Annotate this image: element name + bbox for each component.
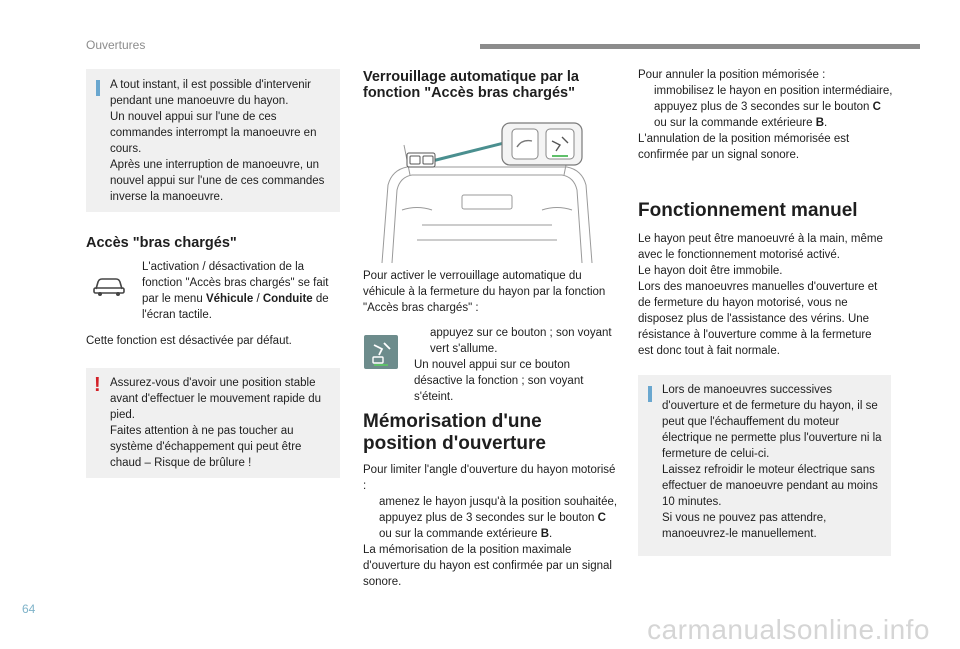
manuel-p2: Le hayon doit être immobile.: [638, 265, 783, 277]
acces-title: Accès "bras chargés": [86, 235, 237, 251]
menu-conduite: Conduite: [262, 293, 313, 305]
memo-end: La mémorisation de la position maximale d'ouverture du hayon est confirmée par un signal sonore.: [363, 544, 612, 588]
annul-body: [638, 67, 894, 163]
watermark: carmanualsonline.info: [647, 614, 930, 645]
menu-vehicule: Véhicule: [205, 293, 254, 305]
list-item: immobilisez le hayon en position intermédiaire,: [654, 85, 893, 97]
header-rule: [480, 44, 920, 49]
tailgate-illustration: [362, 115, 612, 265]
foot-lock-icon: [364, 335, 398, 369]
warning-text: Faites attention à ne pas toucher au système d'échappement qui peut être chaud – Risque de brûlure !: [110, 425, 302, 469]
info-text: Si vous ne pouvez pas attendre, manoeuvrez-le manuellement.: [662, 512, 827, 540]
info-text: Un nouvel appui sur l'une de ces commandes interrompt la manoeuvre en cours.: [110, 111, 317, 155]
info-icon: [96, 80, 100, 96]
info-text: Laissez refroidir le moteur électrique sans effectuer de manoeuvre pendant au moins 10 minutes.: [662, 464, 878, 508]
list-item: amenez le hayon jusqu'à la position souhaitée,: [379, 496, 618, 508]
section-label: Ouvertures: [86, 38, 146, 52]
annul-end: L'annulation de la position mémorisée est confirmée par un signal sonore.: [638, 133, 850, 161]
list-item: appuyez plus de 3 secondes sur le bouton C ou sur la commande extérieure B.: [654, 101, 881, 129]
memo-intro: Pour limiter l'angle d'ouverture du hayon motorisé :: [363, 464, 616, 492]
manuel-p3: Lors des manoeuvres manuelles d'ouverture et de fermeture du hayon motorisé, vous ne disposez plus de l'assistance des vérins. Une résistance à l'ouverture comme à la fermeture est donc tout à fait normale.: [638, 281, 878, 357]
acces-text: L'activation / désactivation de la fonction "Accès bras chargés" se fait par le menu Véhicule / Conduite de l'écran tactile.: [142, 261, 329, 321]
manuel-title: Fonctionnement manuel: [638, 200, 858, 221]
info-box-moteur: [638, 375, 891, 556]
bras-charges-button-icon: [364, 335, 398, 369]
info-box-interruption: [86, 69, 340, 212]
manuel-p1: Le hayon peut être manoeuvré à la main, même avec le fonctionnement motorisé activé.: [638, 233, 883, 261]
info-icon: [648, 386, 652, 402]
memo-title: Mémorisation d'une position d'ouverture: [363, 411, 546, 454]
warning-icon: !: [94, 374, 101, 396]
list-item: appuyez sur ce bouton ; son voyant vert s'allume.: [430, 327, 612, 355]
verrou-after: Un nouvel appui sur ce bouton désactive la fonction ; son voyant s'éteint.: [414, 359, 584, 403]
manuel-body: [638, 231, 890, 359]
warning-text: Assurez-vous d'avoir une position stable avant d'effectuer le mouvement rapide du pied.: [110, 377, 322, 421]
memo-body: [363, 462, 619, 590]
page-number: 64: [22, 602, 36, 616]
list-item: appuyez plus de 3 secondes sur le bouton C ou sur la commande extérieure B.: [379, 512, 606, 540]
car-icon: [92, 275, 126, 297]
info-text: A tout instant, il est possible d'intervenir pendant une manoeuvre du hayon.: [110, 79, 311, 107]
annul-intro: Pour annuler la position mémorisée :: [638, 69, 826, 81]
warning-box: [86, 368, 340, 478]
verrou-intro: Pour activer le verrouillage automatique du véhicule à la fermeture du hayon par la fonction "Accès bras chargés" :: [363, 270, 606, 314]
default-text: Cette fonction est désactivée par défaut.: [86, 335, 292, 347]
info-text: Après une interruption de manoeuvre, un nouvel appui sur l'une de ces commandes inverse la manoeuvre.: [110, 159, 325, 203]
verrou-steps: [414, 325, 619, 405]
verrou-title: Verrouillage automatique par la fonction "Accès bras chargés": [363, 69, 579, 101]
info-text: Lors de manoeuvres successives d'ouverture et de fermeture du hayon, il se peut que l'échauffement du moteur électrique ne permette plus l'ouverture ni la fermeture de celui-ci.: [662, 384, 882, 460]
